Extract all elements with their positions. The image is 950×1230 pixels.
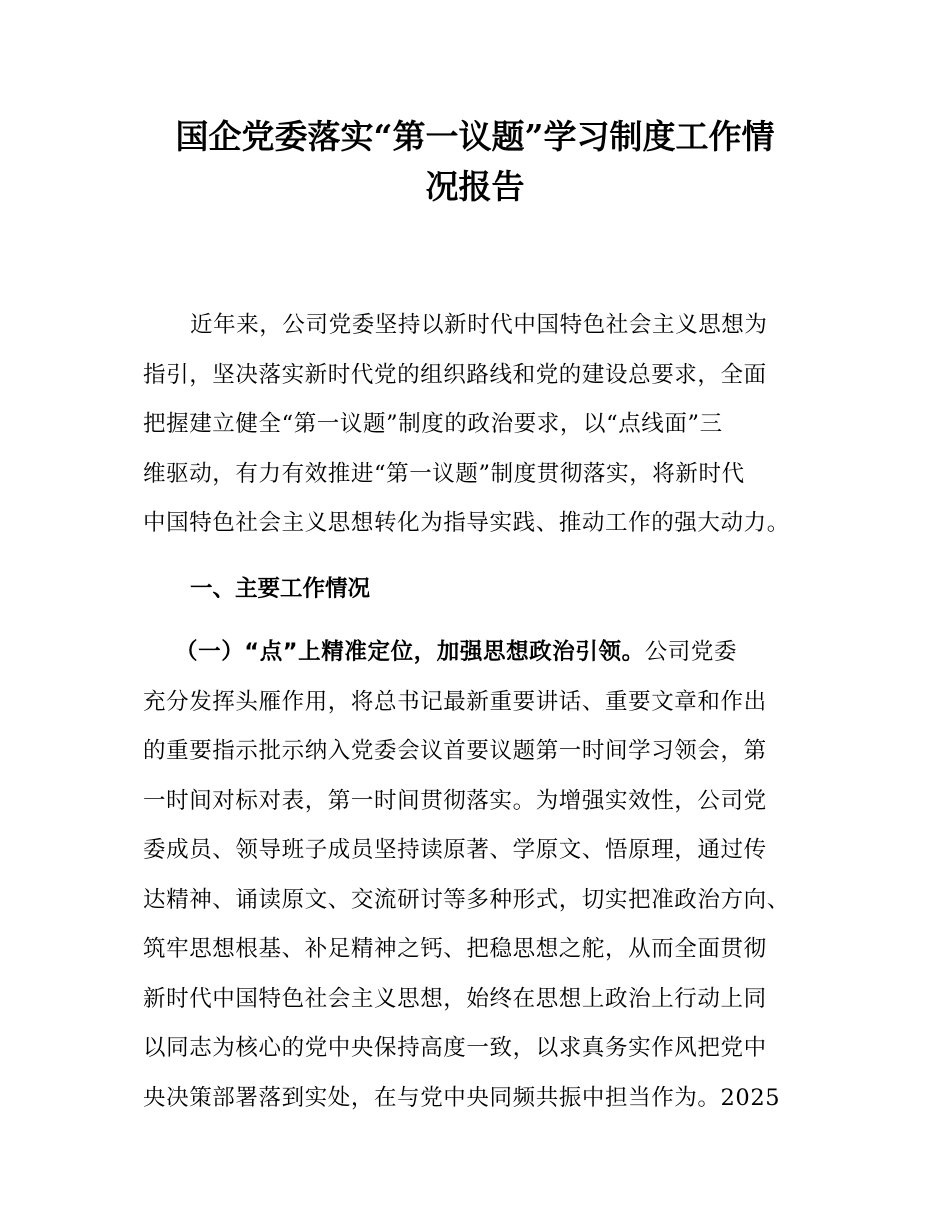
paragraph-line: 中国特色社会主义思想转化为指导实践、推动工作的强大动力。	[143, 510, 790, 536]
subsection-lead: （一）“点”上精准定位，加强思想政治引领。	[175, 639, 645, 665]
paragraph-line: 委成员、领导班子成员坚持读原著、学原文、悟原理，通过传	[143, 837, 767, 863]
section-heading: 一、主要工作情况	[190, 576, 371, 602]
paragraph-line: 把握建立健全“第一议题”制度的政治要求，以“点线面”三	[143, 411, 723, 437]
paragraph-line: 央决策部署落到实处，在与党中央同频共振中担当作为。2025	[143, 1084, 781, 1111]
paragraph-line: 新时代中国特色社会主义思想，始终在思想上政治上行动上同	[143, 985, 767, 1012]
paragraph-line: 的重要指示批示纳入党委会议首要议题第一时间学习领会，第	[143, 738, 767, 764]
paragraph-first-line	[143, 628, 823, 678]
title-line-2: 况报告	[425, 167, 525, 206]
paragraph-text: 公司党委	[644, 639, 738, 665]
paragraph-line: 一时间对标对表，第一时间贯彻落实。为增强实效性，公司党	[143, 787, 767, 814]
paragraph-line: 以同志为核心的党中央保持高度一致，以求真务实作风把党中	[143, 1035, 767, 1061]
document-title	[110, 112, 840, 212]
title-line-1: 国企党委落实“第一议题”学习制度工作情	[175, 117, 775, 156]
paragraph-line: 达精神、诵读原文、交流研讨等多种形式，切实把准政治方向、	[143, 886, 790, 913]
paragraph-line: 维驱动，有力有效推进“第一议题”制度贯彻落实，将新时代	[143, 460, 745, 487]
subsection-paragraph	[143, 628, 823, 1123]
intro-paragraph	[143, 301, 823, 549]
paragraph-line: 指引，坚决落实新时代党的组织路线和党的建设总要求，全面	[143, 361, 767, 388]
paragraph-line: 充分发挥头雁作用，将总书记最新重要讲话、重要文章和作出	[143, 688, 767, 715]
paragraph-line: 筑牢思想根基、补足精神之钙、把稳思想之舵，从而全面贯彻	[143, 936, 767, 962]
paragraph-line: 近年来，公司党委坚持以新时代中国特色社会主义思想为	[190, 312, 768, 338]
